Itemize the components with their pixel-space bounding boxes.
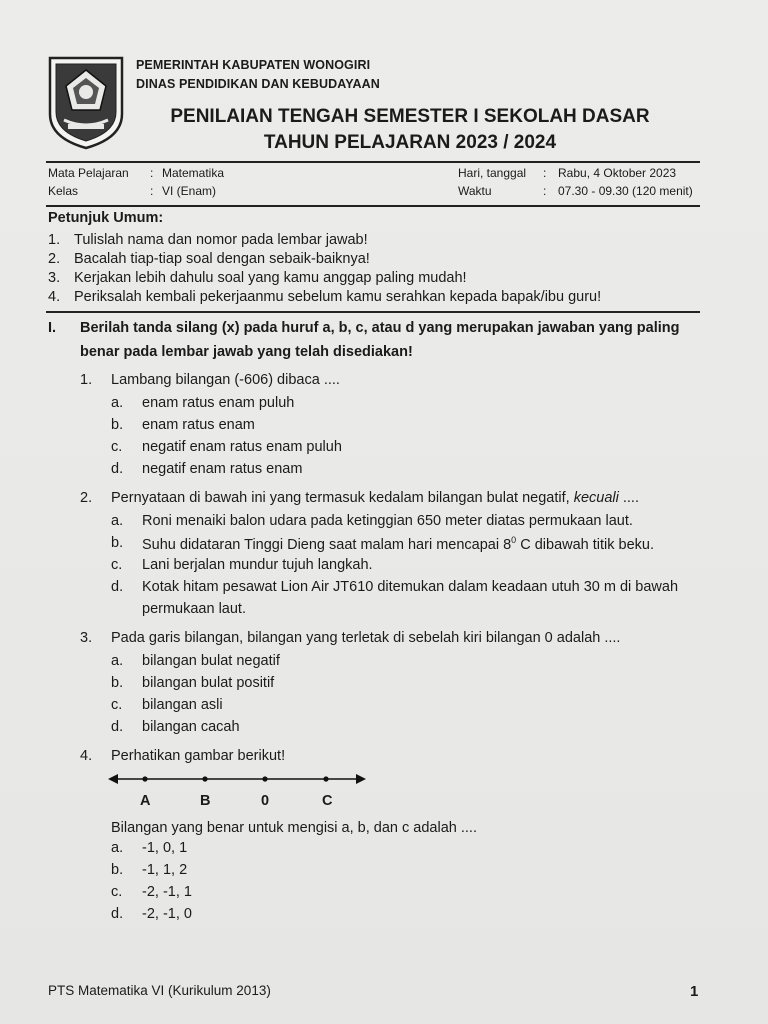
q3-option-c: bilangan asli: [142, 697, 223, 713]
org-name-line1: PEMERINTAH KABUPATEN WONOGIRI: [136, 58, 371, 72]
section-roman-numeral: I.: [48, 320, 57, 336]
q4-option-b: -1, 1, 2: [142, 862, 188, 878]
right-arrow-icon: [356, 774, 366, 784]
option-letter: a.: [111, 513, 124, 529]
option-letter: c.: [111, 884, 123, 900]
option-letter: b.: [111, 862, 124, 878]
question-4-prompt: Bilangan yang benar untuk mengisi a, b, dan c adalah ....: [111, 820, 477, 836]
option-letter: d.: [111, 461, 124, 477]
instructions-divider: [46, 311, 700, 313]
q2-option-c: Lani berjalan mundur tujuh langkah.: [142, 557, 373, 573]
instruction-number: 2.: [48, 251, 61, 267]
q2-text-main: Pernyataan di bawah ini yang termasuk kedalam bilangan bulat negatif,: [111, 490, 574, 506]
question-number: 4.: [80, 748, 93, 764]
q1-option-d: negatif enam ratus enam: [142, 461, 303, 477]
instruction-number: 1.: [48, 232, 61, 248]
day-colon: :: [543, 166, 547, 180]
option-letter: a.: [111, 840, 124, 856]
regency-emblem-logo: [46, 54, 126, 150]
number-line-point-b: [202, 776, 207, 781]
class-label: Kelas: [48, 184, 79, 198]
question-3-text: Pada garis bilangan, bilangan yang terletak di sebelah kiri bilangan 0 adalah ....: [111, 630, 621, 646]
footer-course-label: PTS Matematika VI (Kurikulum 2013): [48, 983, 271, 998]
question-number: 3.: [80, 630, 93, 646]
option-letter: a.: [111, 395, 124, 411]
subject-colon: :: [150, 166, 154, 180]
option-letter: b.: [111, 675, 124, 691]
q2-option-d-line2: permukaan laut.: [142, 601, 246, 617]
option-letter: d.: [111, 719, 124, 735]
number-line: [108, 770, 368, 788]
option-letter: c.: [111, 697, 123, 713]
q1-option-c: negatif enam ratus enam puluh: [142, 439, 342, 455]
number-line-label-zero: 0: [261, 793, 270, 809]
option-letter: a.: [111, 653, 124, 669]
option-letter: c.: [111, 439, 123, 455]
option-letter: d.: [111, 579, 124, 595]
subject-value: Matematika: [162, 166, 225, 180]
option-letter: b.: [111, 535, 124, 551]
class-value: VI (Enam): [162, 184, 217, 198]
number-line-label-a: A: [140, 793, 151, 809]
q2-option-b-pre: Suhu didataran Tinggi Dieng saat malam hari mencapai 8: [142, 536, 512, 553]
org-name-line2: DINAS PENDIDIKAN DAN KEBUDAYAAN: [136, 77, 380, 91]
option-letter: c.: [111, 557, 123, 573]
question-number: 2.: [80, 490, 93, 506]
time-colon: :: [543, 184, 547, 198]
q2-option-b: [142, 535, 654, 553]
instruction-item: Bacalah tiap-tiap soal dengan sebaik-baiknya!: [74, 251, 370, 267]
q2-option-d-line1: Kotak hitam pesawat Lion Air JT610 ditemukan dalam keadaan utuh 30 m di bawah: [142, 579, 679, 595]
exam-title-line1: PENILAIAN TENGAH SEMESTER I SEKOLAH DASAR: [170, 106, 650, 127]
q1-option-b: enam ratus enam: [142, 417, 255, 433]
instruction-item: Kerjakan lebih dahulu soal yang kamu anggap paling mudah!: [74, 270, 467, 286]
q2-option-b-post: C dibawah titik beku.: [516, 536, 655, 553]
number-line-label-c: C: [322, 793, 333, 809]
q4-option-d: -2, -1, 0: [142, 906, 192, 922]
instructions-heading: Petunjuk Umum:: [48, 210, 164, 226]
question-2-text: [111, 490, 639, 506]
question-1-text: Lambang bilangan (-606) dibaca ....: [111, 372, 340, 388]
class-colon: :: [150, 184, 154, 198]
info-divider: [46, 205, 700, 207]
option-letter: d.: [111, 906, 124, 922]
q2-text-emphasis: kecuali: [573, 490, 619, 506]
instruction-number: 4.: [48, 289, 61, 305]
instruction-number: 3.: [48, 270, 61, 286]
option-letter: b.: [111, 417, 124, 433]
number-line-point-a: [142, 776, 147, 781]
instruction-item: Tulislah nama dan nomor pada lembar jawab!: [74, 232, 368, 248]
q2-text-end: ....: [618, 490, 639, 506]
left-arrow-icon: [108, 774, 118, 784]
q1-option-a: enam ratus enam puluh: [142, 395, 295, 411]
page-number: 1: [690, 983, 699, 1000]
header-divider: [46, 161, 700, 163]
day-label: Hari, tanggal: [458, 166, 527, 180]
section-instruction-line1: Berilah tanda silang (x) pada huruf a, b, c, atau d yang merupakan jawaban yang paling: [80, 320, 680, 336]
exam-title-line2: TAHUN PELAJARAN 2023 / 2024: [263, 132, 557, 153]
q2-option-a: Roni menaiki balon udara pada ketinggian 650 meter diatas permukaan laut.: [142, 513, 633, 529]
number-line-label-b: B: [200, 793, 211, 809]
instruction-item: Periksalah kembali pekerjaanmu sebelum kamu serahkan kepada bapak/ibu guru!: [74, 289, 602, 305]
question-4-text: Perhatikan gambar berikut!: [111, 748, 286, 764]
question-number: 1.: [80, 372, 93, 388]
number-line-point-c: [323, 776, 328, 781]
q3-option-a: bilangan bulat negatif: [142, 653, 280, 669]
time-value: 07.30 - 09.30 (120 menit): [558, 184, 693, 198]
q3-option-d: bilangan cacah: [142, 719, 240, 735]
subject-label: Mata Pelajaran: [48, 166, 129, 180]
q4-option-c: -2, -1, 1: [142, 884, 192, 900]
section-instruction-line2: benar pada lembar jawab yang telah disediakan!: [80, 344, 413, 360]
q4-option-a: -1, 0, 1: [142, 840, 188, 856]
time-label: Waktu: [458, 184, 492, 198]
day-value: Rabu, 4 Oktober 2023: [558, 166, 677, 180]
degree-superscript: 0: [511, 535, 517, 545]
number-line-point-zero: [262, 776, 267, 781]
q3-option-b: bilangan bulat positif: [142, 675, 275, 691]
